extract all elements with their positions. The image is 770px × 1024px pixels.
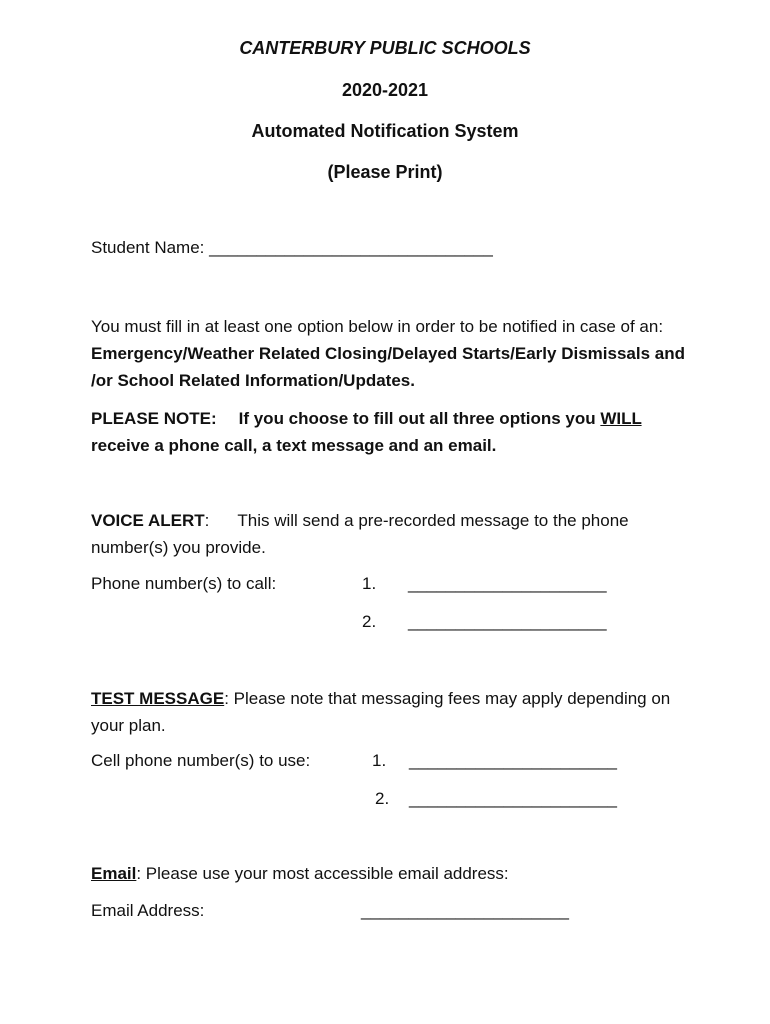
please-note-text-after: receive a phone call, a text message and an email. xyxy=(91,436,497,455)
cell-phone-number-1: 1. xyxy=(372,751,387,770)
please-note-paragraph xyxy=(91,405,691,459)
email-description: : Please use your most accessible email address: xyxy=(136,864,509,883)
print-instruction: (Please Print) xyxy=(327,162,443,182)
cell-phone-label: Cell phone number(s) to use: xyxy=(91,751,311,770)
text-message-paragraph xyxy=(91,685,691,739)
cell-phone-field-1[interactable]: ______________________ xyxy=(409,751,618,770)
please-note-label: PLEASE NOTE: xyxy=(91,409,217,428)
cell-phone-field-2[interactable]: ______________________ xyxy=(409,789,618,808)
text-message-description: : Please note that messaging fees may apply depending on your plan. xyxy=(91,689,671,735)
student-name-row xyxy=(91,238,493,258)
email-address-label: Email Address: xyxy=(91,901,205,920)
text-message-label: TEST MESSAGE xyxy=(91,689,225,708)
student-name-label: Student Name: xyxy=(91,238,205,257)
voice-alert-paragraph xyxy=(91,507,691,561)
intro-bold-text: Emergency/Weather Related Closing/Delayed Starts/Early Dismissals and /or School Related Information/Updates. xyxy=(91,344,685,390)
school-name: CANTERBURY PUBLIC SCHOOLS xyxy=(239,38,531,58)
school-year: 2020-2021 xyxy=(341,80,429,100)
email-paragraph xyxy=(91,864,509,884)
phone-call-label: Phone number(s) to call: xyxy=(91,574,277,593)
cell-phone-number-2: 2. xyxy=(375,789,390,808)
voice-alert-colon: : xyxy=(204,511,210,530)
email-address-field[interactable]: ______________________ xyxy=(361,901,570,920)
email-label: Email xyxy=(91,864,137,883)
phone-call-field-2[interactable]: _____________________ xyxy=(408,612,607,631)
intro-paragraph xyxy=(91,313,691,394)
phone-call-number-1: 1. xyxy=(362,574,377,593)
form-title: Automated Notification System xyxy=(251,121,519,141)
voice-alert-label: VOICE ALERT xyxy=(91,511,205,530)
student-name-field[interactable]: ______________________________ xyxy=(209,238,493,257)
intro-text: You must fill in at least one option below in order to be notified in case of an: xyxy=(91,317,664,336)
voice-alert-description: This will send a pre-recorded message to the phone number(s) you provide. xyxy=(91,511,629,557)
phone-call-field-1[interactable]: _____________________ xyxy=(408,574,607,593)
please-note-will: WILL xyxy=(600,409,642,428)
please-note-text: If you choose to fill out all three options you xyxy=(238,409,601,428)
phone-call-number-2: 2. xyxy=(362,612,377,631)
